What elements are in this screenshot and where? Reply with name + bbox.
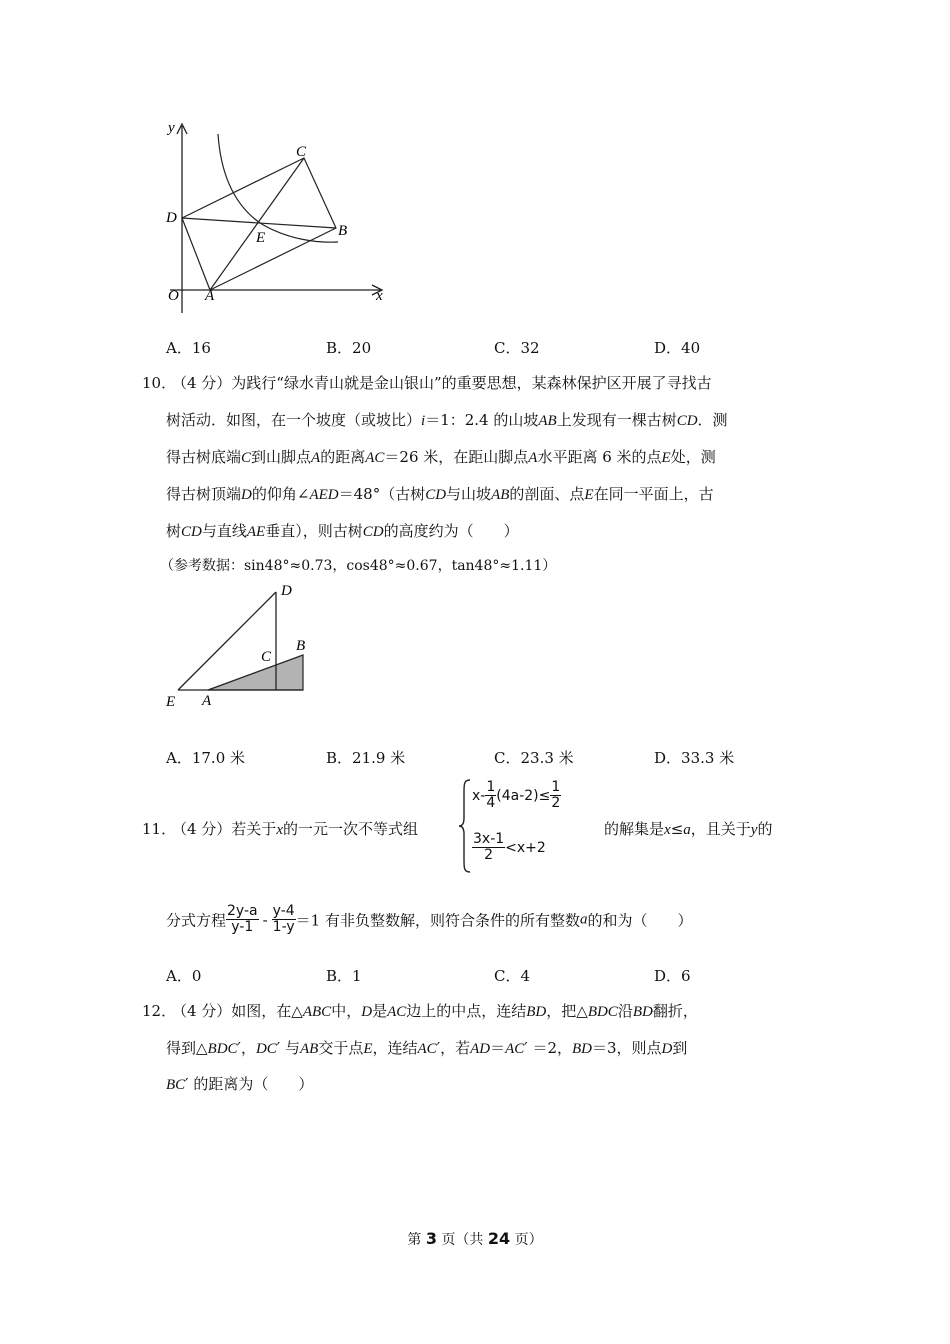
label-x: x	[376, 288, 383, 304]
q10-line-5: 树CD与直线AE垂直），则古树CD的高度约为（ ）	[166, 522, 519, 540]
label-A: A	[205, 288, 215, 304]
label-D: D	[281, 583, 292, 599]
q10-line-4: 得古树顶端D的仰角∠AED＝48°（古树CD与山坡AB的剖面、点E在同一平面上，古	[166, 485, 714, 503]
q10-option-d[interactable]: D．33.3 米	[654, 749, 735, 767]
q10-line-2: 树活动．如图，在一个坡度（或坡比）i＝1：2.4 的山坡AB上发现有一棵古树CD．测	[166, 411, 728, 429]
q12-line-1: （4 分）如图，在△ABC中，D是AC边上的中点，连结BD，把△BDC沿BD翻折，	[172, 1002, 698, 1020]
q10-reference-data: （参考数据：sin48°≈0.73，cos48°≈0.67，tan48°≈1.11）	[160, 558, 557, 574]
q11-after-system: 的解集是x≤a，且关于y的	[604, 820, 773, 838]
label-A: A	[202, 693, 212, 709]
q9-option-a[interactable]: A．16	[166, 339, 211, 357]
page-total: 24	[487, 1229, 511, 1248]
label-y: y	[168, 120, 175, 136]
q11-option-b[interactable]: B．1	[326, 967, 362, 985]
system-brace	[458, 778, 472, 874]
q11-line-2: 分式方程 $\frac{2y-a}{y-1}$ - $\frac{y-4}{1-y}$ ＝1 有非负整数解，则符合条件的所有整数a的和为（ ）	[166, 903, 693, 936]
q11-intro: （4 分）若关于x的一元一次不等式组	[172, 820, 418, 838]
q10-line-1: （4 分）为践行“绿水青山就是金山银山”的重要思想，某森林保护区开展了寻找古	[172, 374, 712, 392]
q11-number: 11．	[142, 820, 177, 838]
label-O: O	[168, 288, 179, 304]
q12-line-3: BC′ 的距离为（ ）	[166, 1075, 314, 1093]
q10-line-3: 得古树底端C到山脚点A的距离AC＝26 米，在距山脚点A水平距离 6 米的点E处，测	[166, 448, 716, 466]
q9-option-c[interactable]: C．32	[494, 339, 540, 357]
label-B: B	[338, 223, 348, 239]
diagonal-DB	[182, 218, 336, 228]
label-B: B	[296, 638, 306, 654]
label-C: C	[261, 649, 272, 665]
q10-option-a[interactable]: A．17.0 米	[166, 749, 246, 767]
figure-q10-slope-tree	[160, 578, 320, 713]
q11-option-c[interactable]: C．4	[494, 967, 531, 985]
q9-option-b[interactable]: B．20	[326, 339, 372, 357]
q10-number: 10．	[142, 374, 177, 392]
q12-number: 12．	[142, 1002, 177, 1020]
page-number: 3	[425, 1229, 437, 1248]
q10-option-c[interactable]: C．23.3 米	[494, 749, 574, 767]
slope-shaded-region	[208, 655, 303, 690]
label-D: D	[166, 210, 177, 226]
label-E: E	[166, 694, 176, 710]
page-footer: 第 3 页（共 24 页）	[407, 1229, 543, 1248]
q11-option-a[interactable]: A．0	[166, 967, 202, 985]
label-C: C	[296, 144, 307, 160]
quadrilateral-ABCD	[182, 158, 336, 290]
figure-q9-coordinate-diagram	[158, 118, 398, 318]
q9-option-d[interactable]: D．40	[654, 339, 701, 357]
q11-option-d[interactable]: D．6	[654, 967, 691, 985]
hyperbola-curve	[218, 134, 338, 242]
q10-option-b[interactable]: B．21.9 米	[326, 749, 406, 767]
inequality-2: $\frac{3x-1}{2}$ <x+2	[473, 831, 546, 864]
inequality-1: x- $\frac{1}{4}$ (4a-2)≤ $\frac{1}{2}$	[472, 779, 561, 812]
q12-line-2: 得到△BDC′，DC′ 与AB交于点E，连结AC′，若AD＝AC′ ＝2，BD＝3，则点D到	[166, 1039, 688, 1057]
label-E: E	[256, 230, 266, 246]
diagonal-AC	[210, 158, 304, 290]
